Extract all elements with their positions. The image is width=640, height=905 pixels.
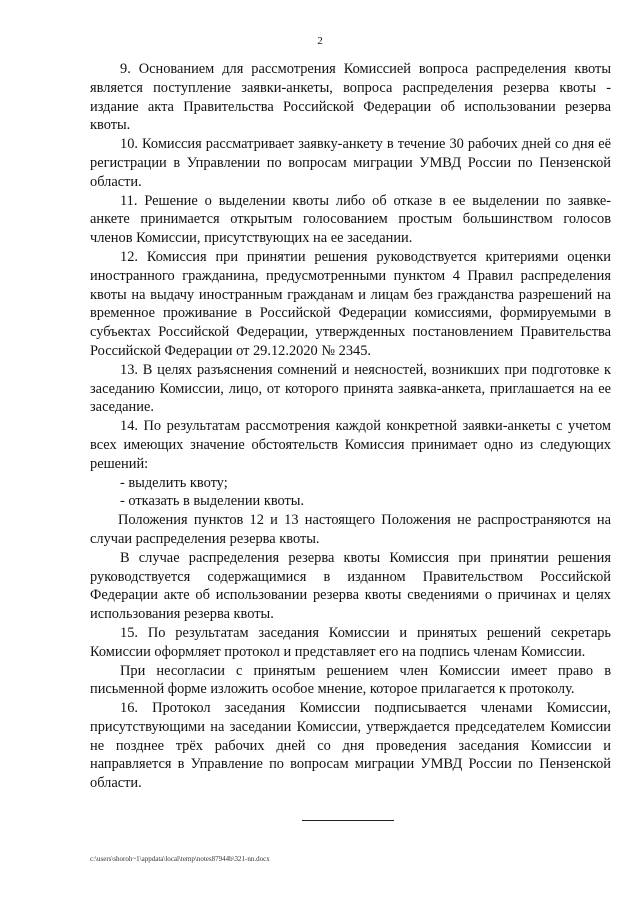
footer-file-path: c:\users\shoroh~1\appdata\local\temp\notes87944b\321-nn.docx xyxy=(90,855,270,863)
document-body xyxy=(90,60,611,793)
paragraph-15-dissent: При несогласии с принятым решением член Комиссии имеет право в письменной форме изложить особое мнение, которое прилагается к протоколу. xyxy=(90,662,611,698)
paragraph-14: 14. По результатам рассмотрения каждой конкретной заявки-анкеты с учетом всех имеющих значение обстоятельств Комиссия принимает одно из следующих решений: xyxy=(90,418,611,472)
paragraph-10: 10. Комиссия рассматривает заявку-анкету в течение 30 рабочих дней со дня её регистрации в Управлении по вопросам миграции УМВД России по Пензенской области. xyxy=(90,136,611,190)
page-number: 2 xyxy=(317,35,323,47)
paragraph-12: 12. Комиссия при принятии решения руководствуется критериями оценки иностранного гражданина, предусмотренными пунктом 4 Правил распределения квоты на выдачу иностранным гражданам и лицам без гражданства разрешений на временное проживание в Российской Федерации комиссиями, формируемыми в субъектах Российской Федерации, утвержденных постановлением Правительства Российской Федерации от 29.12.2020 № 2345. xyxy=(90,248,611,359)
paragraph-9: 9. Основанием для рассмотрения Комиссией вопроса распределения квоты является поступление заявки-анкеты, вопроса распределения резерва квоты - издание акта Правительства Российской Федерации об использовании резерва квоты. xyxy=(90,61,611,134)
paragraph-14-reserve: В случае распределения резерва квоты Комиссия при принятии решения руководствуется содержащимися в изданном Правительством Российской Федерации акте об использовании резерва квоты сведениями о причинах и целях использования резерва квоты. xyxy=(90,549,611,623)
paragraph-13: 13. В целях разъяснения сомнений и неясностей, возникших при подготовке к заседанию Комиссии, лицо, от которого принята заявка-анкета, приглашается на ее заседание. xyxy=(90,361,611,416)
list-item-allocate-quota: - выделить квоту; xyxy=(120,474,228,491)
paragraph-16: 16. Протокол заседания Комиссии подписывается членами Комиссии, присутствующими на заседании Комиссии, утверждается председателем Комиссии не позднее трёх рабочих дней со дня проведения заседания Комиссии и направляется в Управление по вопросам миграции УМВД России по Пензенской области. xyxy=(90,700,611,792)
paragraph-15: 15. По результатам заседания Комиссии и принятых решений секретарь Комиссии оформляет протокол и представляет его на подпись членам Комиссии. xyxy=(90,624,611,660)
paragraph-11: 11. Решение о выделении квоты либо об отказе в ее выделении по заявке-анкете принимается открытым голосованием простым большинством голосов членов Комиссии, присутствующих на ее заседании. xyxy=(90,192,611,247)
paragraph-14-note: Положения пунктов 12 и 13 настоящего Положения не распространяются на случаи распределения резерва квоты. xyxy=(90,512,611,547)
list-item-refuse-quota: - отказать в выделении квоты. xyxy=(120,493,305,510)
end-divider xyxy=(302,820,394,821)
